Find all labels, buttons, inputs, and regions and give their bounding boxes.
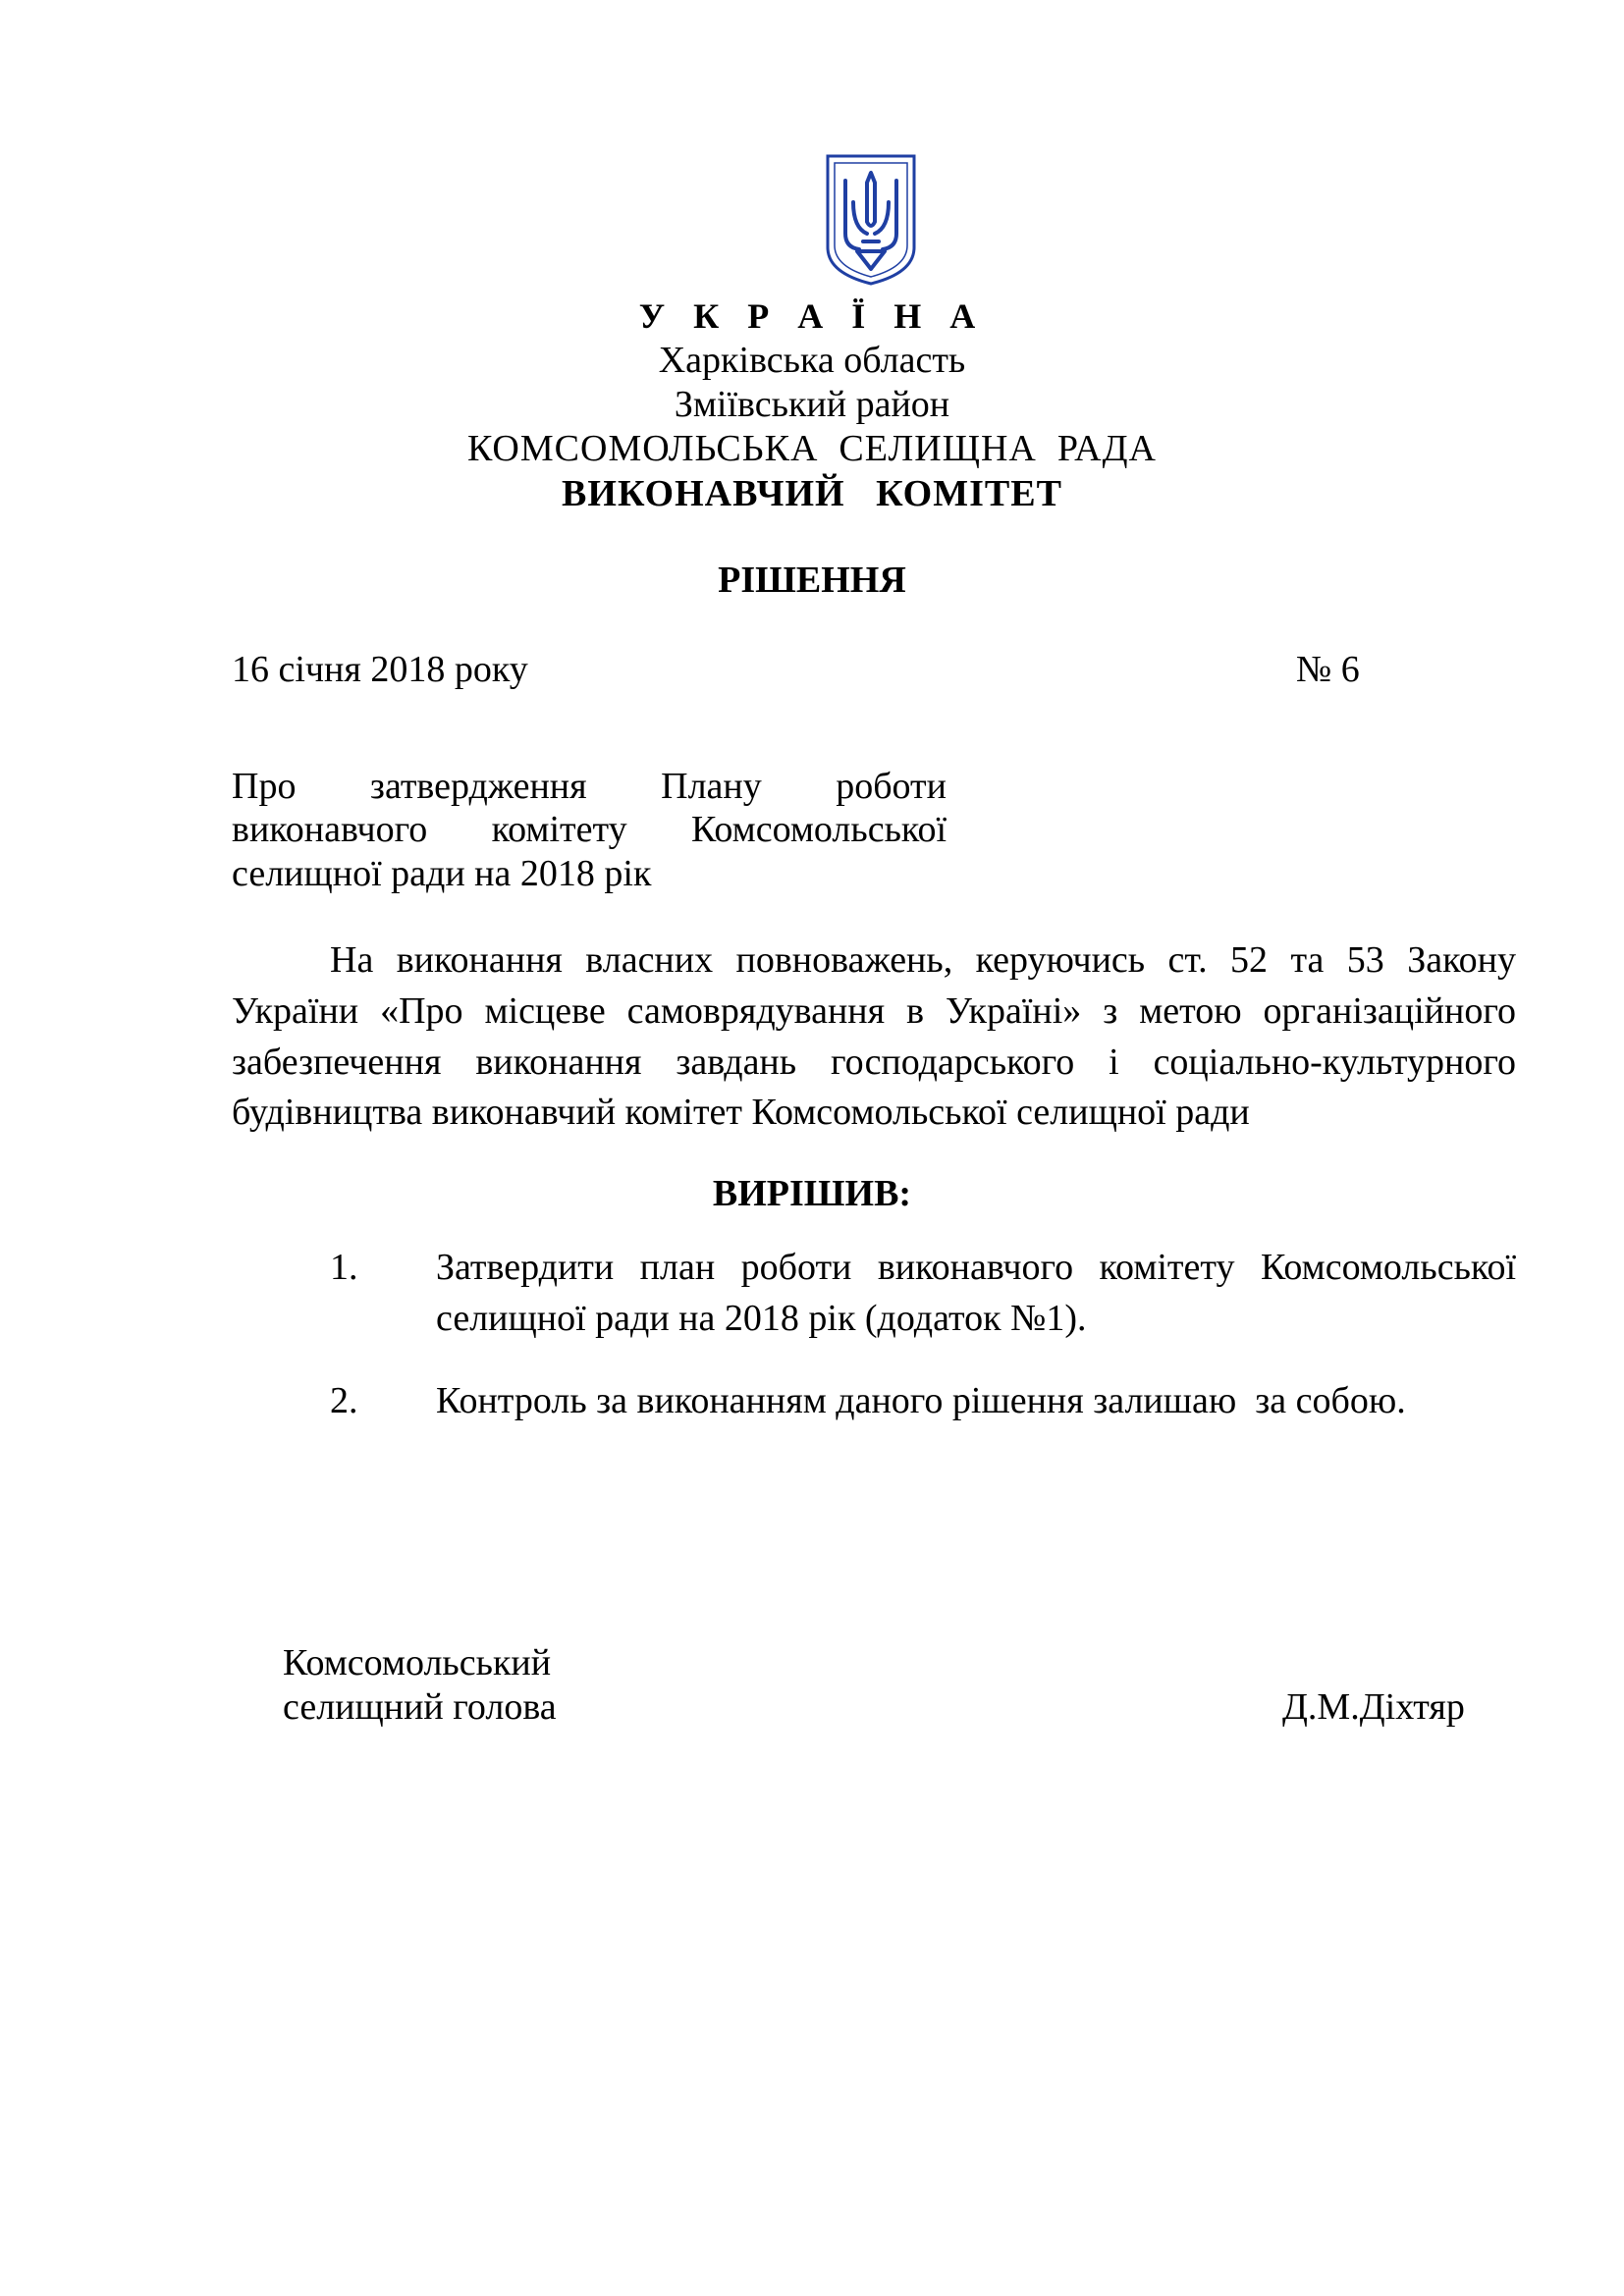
subject-line: виконавчого комітету Комсомольської [232,809,947,850]
country-name: У К Р А Ї Н А [638,296,986,336]
resolution-item-number: 2. [330,1380,358,1421]
raion-name: Зміївський район [674,384,950,425]
resolution-item-line: Затвердити план роботи виконавчого комітету Комсомольської [436,1247,1516,1288]
preamble-line: забезпечення виконання завдань господарського і соціально-культурного [232,1041,1516,1083]
preamble-line: На виконання власних повноважень, керуючись ст. 52 та 53 Закону [330,939,1516,981]
preamble-line: України «Про місцеве самоврядування в Україні» з метою організаційного [232,990,1516,1032]
decision-number: № 6 [1296,649,1360,690]
resolution-item-line: Контроль за виконанням даного рішення залишаю за собою. [436,1380,1406,1421]
signatory-position: селищний голова [283,1686,557,1728]
subject-line: селищної ради на 2018 рік [232,853,652,894]
resolution-item-number: 1. [330,1247,358,1288]
decision-date: 16 січня 2018 року [232,649,528,690]
signatory-position: Комсомольський [283,1642,552,1683]
oblast-name: Харківська область [658,340,966,381]
signatory-name: Д.М.Діхтяр [1282,1686,1465,1728]
resolution-title: ВИРІШИВ: [712,1173,912,1214]
committee-name: ВИКОНАВЧИЙ КОМІТЕТ [562,473,1062,514]
preamble-line: будівництва виконавчий комітет Комсомольської селищної ради [232,1092,1250,1133]
ukraine-coat-of-arms-icon [824,153,918,287]
council-name: КОМСОМОЛЬСЬКА СЕЛИЩНА РАДА [467,428,1157,469]
subject-line: Про затвердження Плану роботи [232,766,947,807]
decision-title: РІШЕННЯ [718,560,906,601]
resolution-item-line: селищної ради на 2018 рік (додаток №1). [436,1298,1087,1339]
